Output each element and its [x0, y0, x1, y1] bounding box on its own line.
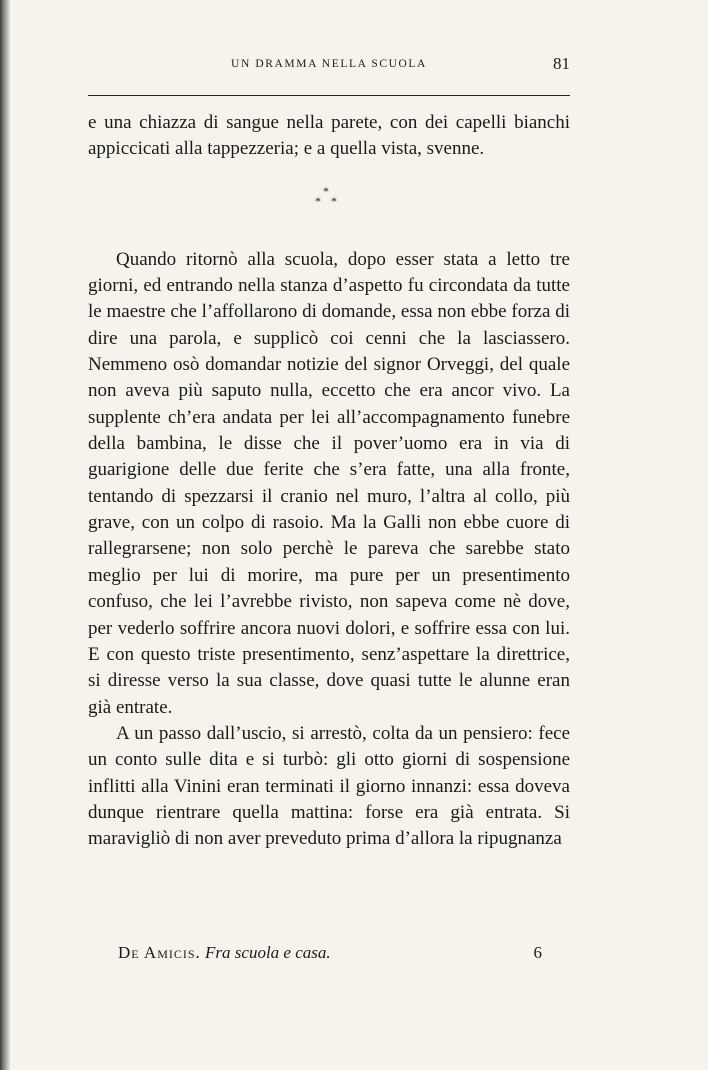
footer-author: De Amicis.	[118, 943, 201, 962]
asterism-star-right: *	[331, 193, 337, 208]
asterism-star-top: *	[323, 183, 329, 198]
paragraph-continuation: e una chiazza di sangue nella parete, con dei capelli bianchi appiccicati alla tappezzeria; e a quella vista, svenne.	[88, 112, 570, 160]
page-number: 81	[553, 54, 570, 73]
page-footer	[88, 943, 570, 969]
paragraph: Quando ritornò alla scuola, dopo esser stata a letto tre giorni, ed entrando nella stanza d’aspetto fu circondata da tutte le maestre che l’affollarono di domande, essa non ebbe forza di dire una parola, e supplicò coi cenni che la lasciassero. Nemmeno osò domandar notizie del signor Orveggi, del quale non aveva più saputo nulla, eccetto che era ancor vivo. La supplente ch’era andata per lei all’accompagnamento funebre della bambina, le disse che il pover’uomo era in via di guarigione delle due ferite che s’era fatte, una alla fronte, tentando di spezzarsi il cranio nel muro, l’altra al collo, più grave, con un colpo di rasoio. Ma la Galli non ebbe cuore di rallegrarsene; non solo perchè le pareva che sarebbe stato meglio per lui di morire, ma pure per un presentimento confuso, che lei l’avrebbe rivisto, non sapeva come nè dove, per vederlo soffrire ancora nuovi dolori, e soffrire essa con lui. E con questo triste presentimento, senz’aspettare la direttrice, si diresse verso la sua classe, dove quasi tutte le alunne eran già entrate.	[88, 248, 570, 718]
asterism	[314, 185, 344, 215]
header-rule	[88, 95, 570, 96]
paragraph: A un passo dall’uscio, si arrestò, colta da un pensiero: fece un conto sulle dita e si turbò: gli otto giorni di sospensione inflitti alla Vinini eran terminati il giorno innanzi: essa doveva dunque rientrare quella mattina: forse era già entrata. Si maravigliò di non aver preveduto prima d’allora la ripugnanza	[88, 722, 570, 850]
asterism-star-left: *	[315, 193, 321, 208]
page-header	[88, 54, 570, 78]
footer-book-title: Fra scuola e casa.	[205, 943, 331, 962]
section-break	[88, 163, 570, 247]
signature-mark: 6	[533, 943, 542, 962]
book-spine-shadow	[0, 0, 10, 1070]
running-title: UN DRAMMA NELLA SCUOLA	[231, 58, 427, 70]
footer-signature	[118, 943, 331, 963]
body-text	[88, 110, 570, 853]
